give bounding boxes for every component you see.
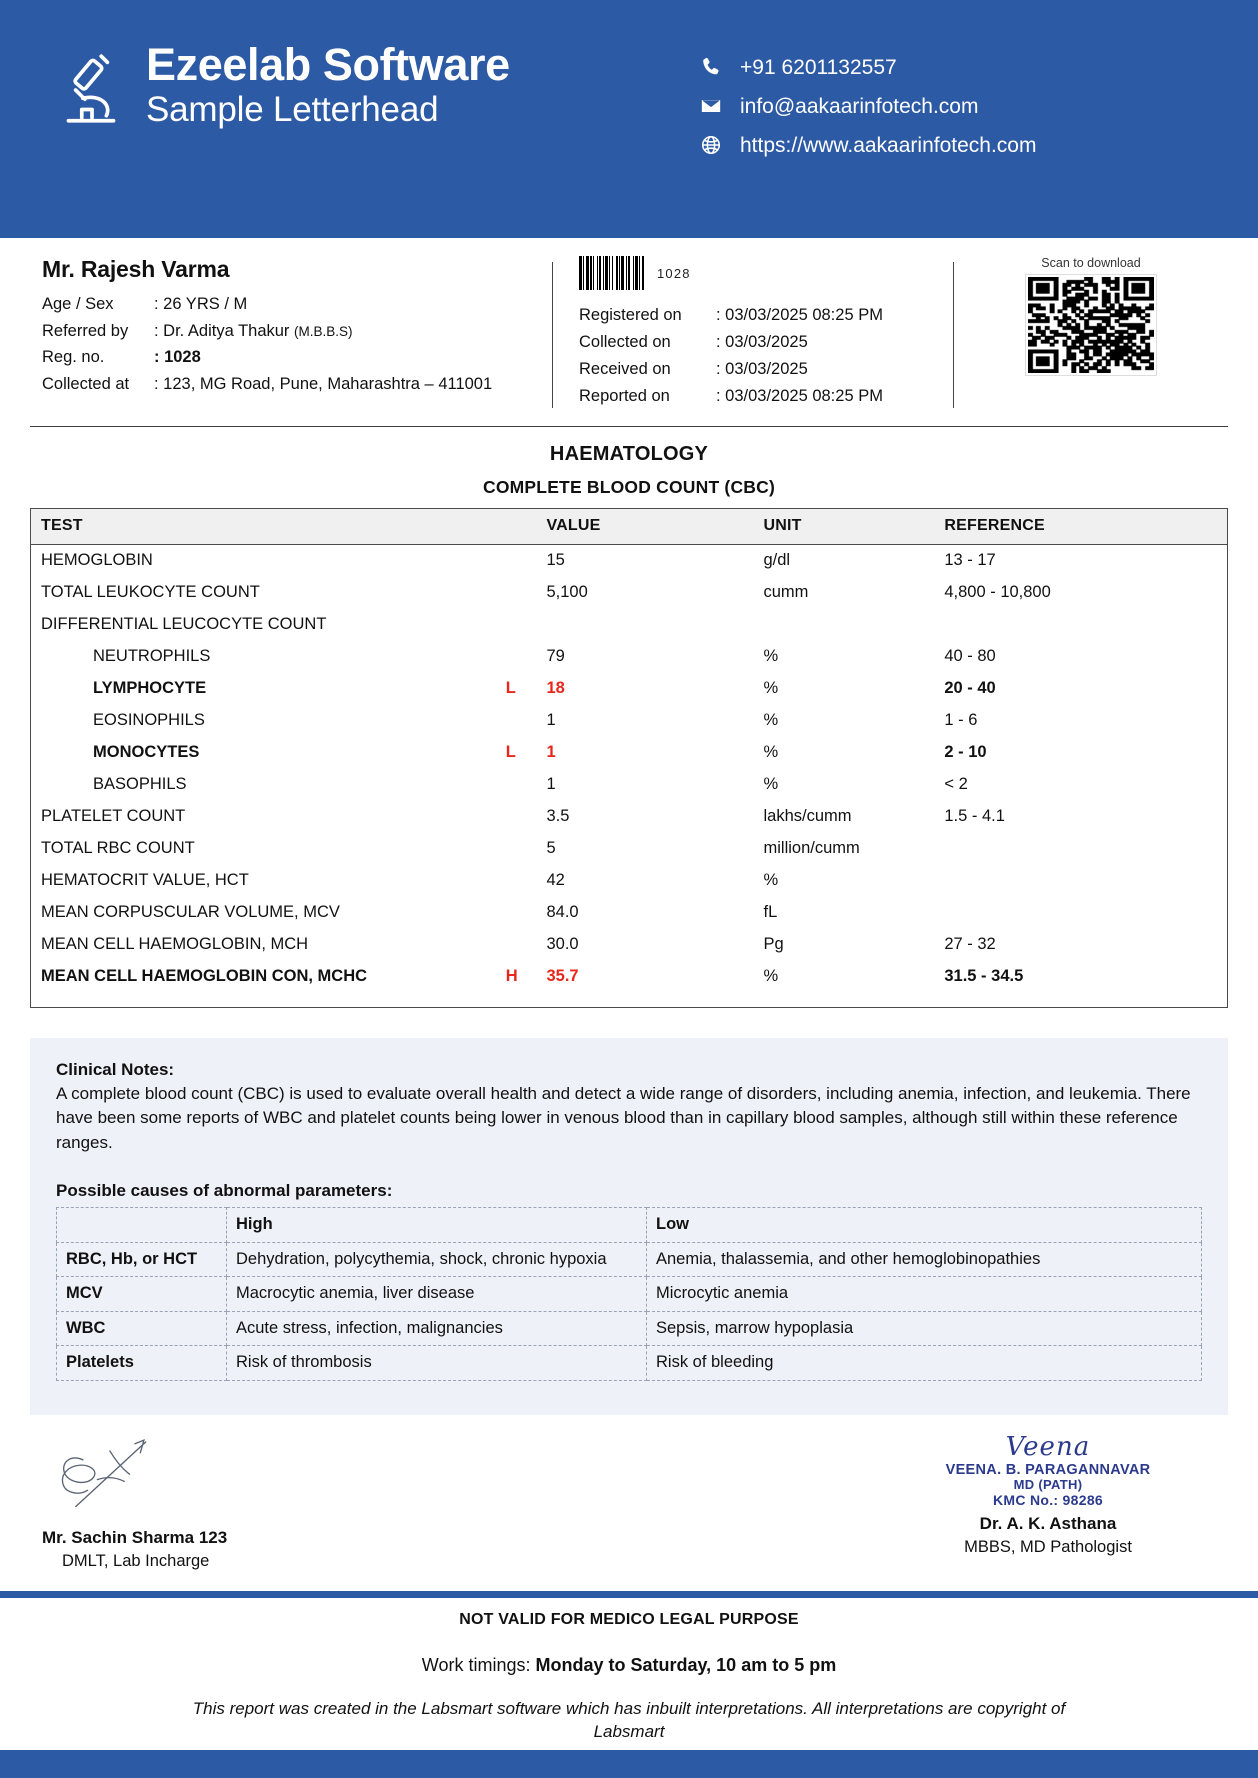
cell-test: MONOCYTES	[93, 743, 200, 762]
pathologist-stamp-degree: MD (PATH)	[1013, 1477, 1083, 1493]
cell-unit: cumm	[763, 583, 809, 602]
cell-reference: 1.5 - 4.1	[944, 807, 1005, 826]
causes-high: Dehydration, polycythemia, shock, chronic hypoxia	[227, 1242, 647, 1276]
referring-doctor: : Dr. Aditya Thakur	[154, 321, 290, 340]
specimen-label: Collected on	[579, 332, 671, 351]
patient-field-collected-at	[42, 371, 538, 398]
causes-column-header: High	[227, 1208, 647, 1242]
referring-doctor-degree: (M.B.B.S)	[294, 323, 353, 339]
cell-flag	[506, 705, 547, 737]
cell-flag	[506, 833, 547, 865]
cell-flag	[506, 544, 547, 577]
cell-test: DIFFERENTIAL LEUCOCYTE COUNT	[41, 615, 327, 634]
causes-column-header: Low	[647, 1208, 1202, 1242]
signature-lab-incharge	[40, 1433, 380, 1591]
cell-reference: 20 - 40	[944, 679, 996, 698]
pathologist-name: Dr. A. K. Asthana	[979, 1514, 1117, 1534]
signature-pathologist	[878, 1433, 1218, 1591]
causes-low: Anemia, thalassemia, and other hemoglobinopathies	[647, 1242, 1202, 1276]
barcode-number: 1028	[657, 265, 691, 281]
microscope-icon	[58, 48, 124, 130]
cell-unit: %	[763, 679, 779, 698]
cell-unit: Pg	[763, 935, 784, 954]
qr-code-image	[1028, 277, 1154, 373]
cbc-table	[31, 509, 1227, 993]
column-header-reference: REFERENCE	[944, 509, 1227, 545]
patient-name: Mr. Rajesh Varma	[42, 256, 230, 282]
lab-incharge-role: DMLT, Lab Incharge	[62, 1551, 210, 1570]
cell-value: 18	[546, 679, 565, 698]
cell-value: 84.0	[546, 903, 579, 922]
contact-website-text: https://www.aakaarinfotech.com	[740, 133, 1037, 157]
causes-high: Risk of thrombosis	[227, 1346, 647, 1380]
table-row	[31, 641, 1227, 673]
brand-block	[58, 39, 510, 132]
barcode-row	[579, 256, 937, 290]
causes-column-header	[57, 1208, 227, 1242]
cell-test: LYMPHOCYTE	[93, 679, 207, 698]
patient-field-label: Age / Sex	[42, 295, 114, 313]
cell-unit: %	[763, 967, 779, 986]
signature-section	[0, 1415, 1258, 1591]
table-row	[31, 961, 1227, 993]
cell-reference: 27 - 32	[944, 935, 996, 954]
qr-block	[954, 256, 1204, 410]
footer-bottom-bar	[0, 1750, 1258, 1778]
column-header-value: VALUE	[546, 509, 763, 545]
causes-low: Risk of bleeding	[647, 1346, 1202, 1380]
cell-value: 35.7	[546, 967, 579, 986]
causes-low: Microcytic anemia	[647, 1277, 1202, 1311]
causes-high: Acute stress, infection, malignancies	[227, 1311, 647, 1345]
table-row	[31, 801, 1227, 833]
table-row	[57, 1311, 1202, 1345]
clinical-notes-heading: Clinical Notes:	[56, 1059, 175, 1079]
causes-parameter: RBC, Hb, or HCT	[57, 1242, 227, 1276]
patient-field-label: Referred by	[42, 321, 129, 340]
pathologist-stamp-name: VEENA. B. PARAGANNAVAR	[945, 1461, 1151, 1478]
cell-flag	[506, 609, 547, 641]
cbc-table-head	[31, 509, 1227, 545]
cell-value: 1	[546, 743, 556, 762]
causes-high: Macrocytic anemia, liver disease	[227, 1277, 647, 1311]
table-row	[31, 865, 1227, 897]
contact-block	[700, 56, 1036, 156]
brand-title: Ezeelab Software	[146, 39, 510, 90]
cell-value: 1	[546, 775, 556, 794]
cell-flag: L	[505, 743, 516, 762]
contact-phone	[700, 56, 1036, 78]
column-header-test: TEST	[31, 509, 506, 545]
cell-test: TOTAL RBC COUNT	[41, 839, 195, 858]
causes-parameter: WBC	[57, 1311, 227, 1345]
specimen-reported-on	[579, 383, 937, 410]
cell-value: 15	[546, 551, 565, 570]
specimen-value: : 03/03/2025	[716, 332, 808, 351]
possible-causes-table	[56, 1207, 1202, 1380]
cell-reference: 4,800 - 10,800	[944, 583, 1051, 602]
footer-legal-notice: NOT VALID FOR MEDICO LEGAL PURPOSE	[459, 1610, 799, 1628]
lab-incharge-name: Mr. Sachin Sharma 123	[42, 1527, 228, 1547]
patient-field-referred-by	[42, 318, 538, 345]
patient-field-value: : 26 YRS / M	[154, 295, 248, 313]
cell-reference	[944, 609, 1227, 641]
cell-value: 1	[546, 711, 556, 730]
column-header-unit: UNIT	[764, 509, 945, 545]
cell-unit: %	[763, 711, 779, 730]
patient-field-label: Collected at	[42, 375, 130, 394]
cell-test: EOSINOPHILS	[93, 711, 205, 730]
cell-reference: 2 - 10	[944, 743, 987, 762]
cell-value: 30.0	[546, 935, 579, 954]
table-row	[57, 1242, 1202, 1276]
cell-test: BASOPHILS	[93, 775, 187, 794]
cell-value: 3.5	[546, 807, 570, 826]
cbc-table-wrapper	[30, 508, 1228, 1008]
footer-disclaimer: This report was created in the Labsmart software which has inbuilt interpretations. All interpretations are copyright of Labsmart	[192, 1698, 1066, 1741]
cell-test: TOTAL LEUKOCYTE COUNT	[41, 583, 260, 602]
page-footer	[0, 1598, 1258, 1744]
phone-icon	[700, 56, 722, 78]
cell-reference: 1 - 6	[944, 711, 978, 730]
specimen-details	[553, 256, 953, 410]
pathologist-stamp	[878, 1433, 1218, 1509]
cell-value	[546, 609, 763, 641]
cell-flag	[506, 865, 547, 897]
footer-accent-rule	[0, 1591, 1258, 1598]
cell-flag	[506, 769, 547, 801]
specimen-collected-on	[579, 329, 937, 356]
cell-reference	[944, 865, 1227, 897]
letterhead-header	[0, 0, 1258, 238]
cell-reference: < 2	[944, 775, 968, 794]
table-row	[57, 1346, 1202, 1380]
cell-flag: H	[505, 967, 518, 986]
pathologist-stamp-kmc: KMC No.: 98286	[992, 1491, 1103, 1508]
cell-test: HEMOGLOBIN	[41, 551, 153, 570]
cell-unit	[764, 609, 945, 641]
patient-field-value	[154, 318, 538, 345]
brand-subtitle: Sample Letterhead	[146, 89, 439, 129]
panel-title: COMPLETE BLOOD COUNT (CBC)	[483, 476, 775, 497]
brand-text	[146, 39, 510, 132]
cell-reference: 31.5 - 34.5	[944, 967, 1024, 986]
causes-parameter: MCV	[57, 1277, 227, 1311]
cell-unit: %	[763, 743, 779, 762]
cell-reference	[944, 897, 1227, 929]
contact-email	[700, 95, 1036, 117]
cell-test: PLATELET COUNT	[41, 807, 186, 826]
patient-field-label: Reg. no.	[42, 348, 105, 367]
department-title: HAEMATOLOGY	[549, 442, 709, 465]
cell-unit: lakhs/cumm	[763, 807, 852, 826]
contact-phone-text: +91 6201132557	[740, 55, 897, 79]
pathologist-role: MBBS, MD Pathologist	[964, 1538, 1132, 1557]
cell-test: MEAN CORPUSCULAR VOLUME, MCV	[41, 903, 340, 922]
table-row	[31, 833, 1227, 865]
table-row	[31, 769, 1227, 801]
patient-specimen-strip	[0, 238, 1258, 424]
causes-parameter: Platelets	[57, 1346, 227, 1380]
footer-work-timings-value: Monday to Saturday, 10 am to 5 pm	[535, 1654, 837, 1675]
cell-unit: fL	[763, 903, 778, 922]
patient-field-age-sex	[42, 291, 538, 318]
table-row	[31, 705, 1227, 737]
patient-details	[42, 256, 552, 410]
cell-flag	[506, 801, 547, 833]
possible-causes-heading: Possible causes of abnormal parameters:	[56, 1181, 393, 1201]
cell-unit: %	[763, 647, 779, 666]
cell-reference	[944, 833, 1227, 865]
cell-unit: %	[763, 775, 779, 794]
cell-value: 5,100	[546, 583, 588, 602]
cell-test: MEAN CELL HAEMOGLOBIN CON, MCHC	[41, 967, 368, 986]
cell-reference: 40 - 80	[944, 647, 996, 666]
cell-flag	[506, 897, 547, 929]
qr-caption: Scan to download	[1041, 256, 1141, 270]
cell-unit: g/dl	[763, 551, 791, 570]
patient-field-reg-no	[42, 344, 538, 371]
barcode-image	[579, 256, 645, 290]
cell-flag	[506, 641, 547, 673]
pathologist-stamp-script: Veena	[1005, 1431, 1091, 1462]
specimen-received-on	[579, 356, 937, 383]
table-row	[31, 737, 1227, 769]
table-row	[31, 577, 1227, 609]
column-header-flag	[506, 509, 547, 545]
contact-website	[700, 134, 1036, 156]
cell-unit: %	[763, 871, 779, 890]
table-row	[31, 929, 1227, 961]
table-row	[31, 544, 1227, 577]
cell-flag	[506, 577, 547, 609]
section-divider	[30, 426, 1228, 427]
cell-value: 42	[546, 871, 565, 890]
table-row	[57, 1208, 1202, 1242]
cell-value: 5	[546, 839, 556, 858]
specimen-value: : 03/03/2025	[716, 359, 808, 378]
cell-test: HEMATOCRIT VALUE, HCT	[41, 871, 249, 890]
qr-code[interactable]	[1025, 274, 1157, 376]
cell-flag: L	[505, 679, 516, 698]
globe-icon	[700, 134, 722, 156]
cell-value: 79	[546, 647, 565, 666]
specimen-label: Received on	[579, 359, 671, 378]
specimen-label: Registered on	[579, 306, 682, 324]
contact-email-text: info@aakaarinfotech.com	[740, 94, 979, 118]
table-row	[57, 1277, 1202, 1311]
cbc-table-footer-space	[31, 993, 1227, 1007]
specimen-registered-on	[579, 302, 937, 329]
envelope-icon	[700, 95, 722, 117]
cell-test: NEUTROPHILS	[93, 647, 211, 666]
cbc-header-row	[31, 509, 1227, 545]
footer-work-timings	[0, 1655, 1258, 1676]
clinical-notes-body: A complete blood count (CBC) is used to evaluate overall health and detect a wide range of disorders, including anemia, infection, and leukemia. There have been some reports of WBC and platelet counts being lower in venous blood than in capillary blood samples, although still within these reference ranges.	[56, 1083, 1191, 1152]
cell-reference: 13 - 17	[944, 551, 996, 570]
specimen-value: : 03/03/2025 08:25 PM	[716, 306, 883, 324]
causes-low: Sepsis, marrow hypoplasia	[647, 1311, 1202, 1345]
clinical-notes-panel	[30, 1038, 1228, 1415]
table-row	[31, 673, 1227, 705]
specimen-label: Reported on	[579, 386, 670, 405]
specimen-value: : 03/03/2025 08:25 PM	[716, 386, 883, 405]
patient-field-value: : 123, MG Road, Pune, Maharashtra – 411001	[154, 375, 493, 394]
table-row	[31, 609, 1227, 641]
patient-field-value: : 1028	[154, 348, 201, 367]
cbc-table-body	[31, 544, 1227, 993]
cell-unit: million/cumm	[763, 839, 860, 858]
footer-work-timings-label: Work timings:	[421, 1654, 531, 1675]
cell-test: MEAN CELL HAEMOGLOBIN, MCH	[41, 935, 309, 954]
possible-causes-body	[57, 1208, 1202, 1380]
table-row	[31, 897, 1227, 929]
cell-flag	[506, 929, 547, 961]
handwritten-signature-icon	[40, 1433, 219, 1519]
